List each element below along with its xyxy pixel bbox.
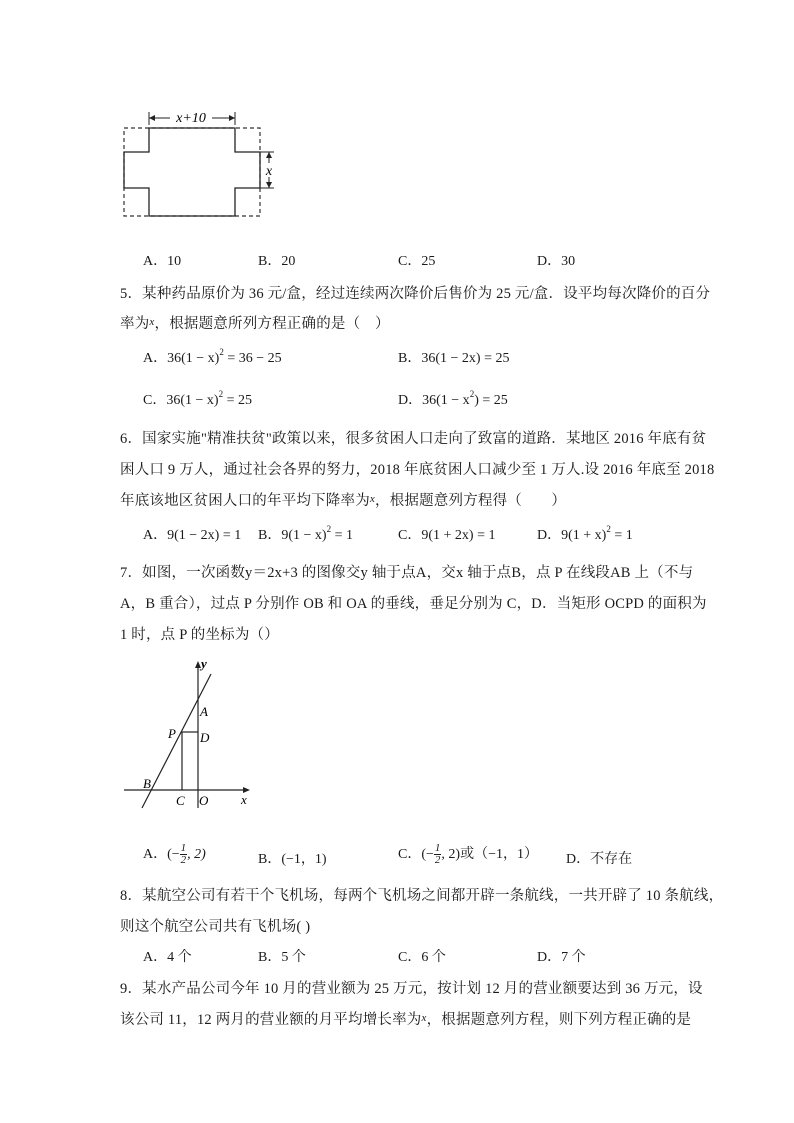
q7-line-3: 1 时，点 P 的坐标为（） — [120, 627, 279, 643]
top-dimension-label: x+10 — [176, 111, 206, 126]
q8-option-a: A．4 个 — [143, 950, 192, 965]
point-p-label: P — [168, 726, 176, 741]
q5-option-a: A．$36(1 - x)^2 = 36 - 25$ — [143, 347, 282, 366]
point-d-label: D — [200, 730, 210, 745]
net-outline — [124, 128, 260, 216]
side-dimension-label: x — [265, 164, 273, 179]
q4-option-d: D．30 — [537, 254, 576, 269]
q5-option-b: B．36(1 − 2x) = 25 — [398, 351, 510, 366]
q7-option-c: C．(− $\frac{1}{2}$ , 2)或（−1，1） — [398, 842, 538, 867]
q4-option-a: A．10 — [143, 254, 182, 269]
q6-option-b: B．$9(1 - x)^2 = 1$ — [258, 524, 353, 543]
q6-option-d: D．$9(1 + x)^2 = 1$ — [537, 524, 633, 543]
q6-option-c: C．9(1 + 2x) = 1 — [398, 528, 496, 543]
box-net-figure — [118, 108, 288, 220]
q5-line-1: 5．某种药品原价为 36 元/盒，经过连续两次降价后售价为 25 元/盒．设平均每次降价的百分 — [120, 286, 711, 302]
q7-line-2: A，B 重合），过点 P 分别作 OB 和 OA 的垂线，垂足分别为 C，D．当矩形 OCPD 的面积为 — [120, 596, 707, 612]
q9-line-2: 该公司 11，12 两月的营业额的月平均增长率为$^x$，根据题意列方程，则下列方程正确的是 — [120, 1012, 692, 1028]
q7-line-1: 7．如图，一次函数y＝2x+3 的图像交y 轴于点A，交x 轴于点B，点 P 在线段AB 上（不与 — [120, 565, 694, 581]
q5-option-d: D．$36(1 - x^2) = 25$ — [398, 389, 508, 408]
q5-line-2: 率为$^x$，根据题意所列方程正确的是（ ） — [120, 316, 390, 332]
linear-function-graph — [120, 656, 260, 811]
x-axis-label: x — [241, 792, 247, 807]
y-axis-label: y — [201, 656, 207, 671]
q6-line-3: 年底该地区贫困人口的年平均下降率为$^x$，根据题意列方程得（ ） — [120, 493, 567, 509]
q9-line-1: 9．某水产品公司今年 10 月的营业额为 25 万元，按计划 12 月的营业额要达到 36 万元，设 — [120, 981, 703, 997]
q8-option-b: B．5 个 — [258, 950, 306, 965]
q7-option-a: A．(− $\frac{1}{2}$ , 2) — [143, 842, 206, 867]
q6-line-2: 困人口 9 万人，通过社会各界的努力，2018 年底贫困人口减少至 1 万人.设 2016 年底至 2018 — [120, 462, 715, 478]
point-o-label: O — [199, 793, 209, 808]
point-b-label: B — [143, 776, 151, 791]
q4-option-c: C．25 — [398, 254, 436, 269]
q8-line-2: 则这个航空公司共有飞机场( ) — [120, 919, 311, 935]
q7-option-d: D．不存在 — [566, 852, 633, 867]
q7-option-b: B．(−1，1) — [258, 852, 327, 867]
q6-line-1: 6．国家实施"精准扶贫"政策以来，很多贫困人口走向了致富的道路．某地区 2016 年底有贫 — [120, 431, 707, 447]
q6-option-a: A．9(1 − 2x) = 1 — [143, 528, 242, 543]
q5-option-c: C．$36(1 - x)^2 = 25$ — [143, 389, 252, 408]
dashed-outline — [124, 128, 260, 216]
point-c-label: C — [176, 793, 185, 808]
q8-line-1: 8．某航空公司有若干个飞机场，每两个飞机场之间都开辟一条航线，一共开辟了 10 条航线， — [120, 888, 724, 904]
q8-option-d: D．7 个 — [537, 950, 586, 965]
q4-option-b: B．20 — [258, 254, 296, 269]
point-a-label: A — [200, 704, 208, 719]
q8-option-c: C．6 个 — [398, 950, 446, 965]
